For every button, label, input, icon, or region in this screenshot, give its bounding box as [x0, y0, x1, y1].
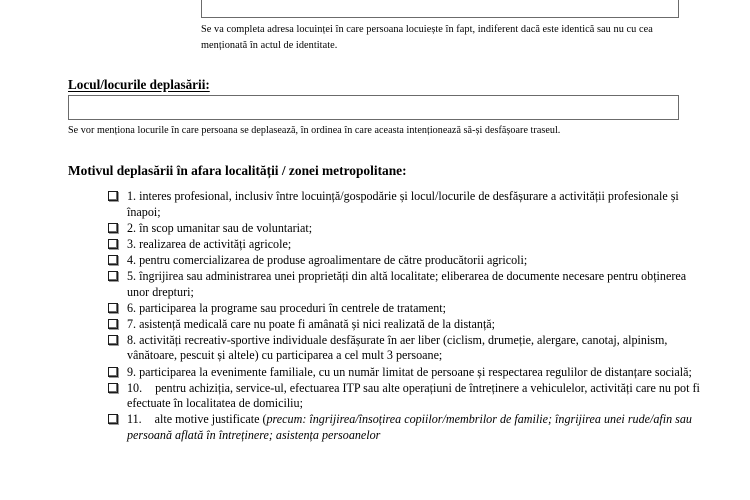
reason-section-heading: Motivul deplasării în afara localității / zonei metropolitane: — [68, 163, 407, 178]
reason-list-item — [108, 412, 708, 443]
reason-item-label: 10. pentru achiziția, service-ul, efectuarea ITP sau alte operațiuni de întreținere a vehiculelor, activități care nu pot fi efectuate în localitatea de domiciliu; — [127, 380, 700, 411]
address-field-caption: Se va completa adresa locuinței în care persoana locuiește în fapt, indiferent dacă este identică sau nu cu cea menționată în actul de identitate. — [201, 24, 653, 51]
reason-checkbox-5[interactable] — [108, 271, 118, 281]
places-input[interactable] — [68, 95, 679, 120]
reason-item-label: 9. participarea la evenimente familiale, cu un număr limitat de persoane și respectarea regulilor de distanțare socială; — [127, 364, 692, 379]
reason-item-number: 10. — [127, 380, 143, 395]
reason-list-item — [108, 333, 708, 364]
reason-checkbox-9[interactable] — [108, 367, 118, 377]
reason-list-item — [108, 189, 708, 220]
reason-item-label: 5. îngrijirea sau administrarea unei proprietăți din altă localitate; eliberarea de documente necesare pentru obținerea unor drepturi; — [127, 268, 687, 299]
reason-item-label: 6. participarea la programe sau proceduri în centrele de tratament; — [127, 300, 447, 315]
reason-checkbox-2[interactable] — [108, 223, 118, 233]
places-section-heading: Locul/locurile deplasării: — [68, 77, 210, 92]
reason-item-label: 8. activități recreativ-sportive individuale desfășurate în aer liber (ciclism, drumeție, alergare, canotaj, alpinism, vânătoare, pescuit și altele) cu participarea a cel mult 3 persoane; — [127, 332, 668, 363]
reason-item-label: 7. asistență medicală care nu poate fi amânată și nici realizată de la distanță; — [127, 316, 496, 331]
reason-list-item — [108, 317, 708, 333]
places-field-caption: Se vor menționa locurile în care persoana se deplasează, în ordinea în care aceasta intenționează să-și desfășoare traseul. — [68, 125, 561, 136]
reason-checkbox-list — [108, 189, 708, 444]
reason-item-number: 2. — [127, 220, 137, 235]
reason-checkbox-11[interactable] — [108, 414, 118, 424]
reason-item-number: 1. — [127, 189, 137, 203]
reason-item-label: 1. interes profesional, inclusiv între locuință/gospodărie și locul/locurile de desfășurare a activității profesionale și înapoi; — [127, 189, 679, 219]
reason-list-item — [108, 269, 708, 300]
reason-item-label: 2. în scop umanitar sau de voluntariat; — [127, 220, 313, 235]
reason-list-item — [108, 365, 708, 381]
reason-checkbox-7[interactable] — [108, 319, 118, 329]
reason-item-label: 4. pentru comercializarea de produse agroalimentare de către producătorii agricoli; — [127, 252, 528, 267]
reason-checkbox-4[interactable] — [108, 255, 118, 265]
reason-item-number: 6. — [127, 300, 137, 315]
reason-item-italic-note: precum: îngrijirea/însoțirea copiilor/membrilor de familie; îngrijirea unei rude/afin sau persoană aflată în întreținere; asistența persoanelor — [127, 412, 692, 442]
reason-list-item — [108, 221, 708, 237]
reason-list-item — [108, 301, 708, 317]
reason-item-number: 9. — [127, 364, 137, 379]
reason-item-label: 11. alte motive justificate (precum: îngrijirea/însoțirea copiilor/membrilor de familie; îngrijirea unei rude/afin sau persoană aflată în întreținere; asistența persoanelor — [127, 412, 692, 442]
reason-item-label: 3. realizarea de activități agricole; — [127, 236, 292, 251]
reason-checkbox-1[interactable] — [108, 191, 118, 201]
reason-list-item — [108, 237, 708, 253]
reason-checkbox-6[interactable] — [108, 303, 118, 313]
reason-item-number: 8. — [127, 332, 137, 347]
address-input[interactable] — [201, 0, 679, 18]
reason-item-number: 5. — [127, 268, 137, 283]
reason-list-item — [108, 253, 708, 269]
reason-checkbox-3[interactable] — [108, 239, 118, 249]
reason-item-number: 11. — [127, 412, 142, 427]
reason-item-number: 4. — [127, 252, 137, 267]
reason-checkbox-10[interactable] — [108, 383, 118, 393]
reason-item-number: 7. — [127, 316, 137, 331]
reason-item-number: 3. — [127, 236, 137, 251]
reason-list-item — [108, 381, 708, 412]
reason-checkbox-8[interactable] — [108, 335, 118, 345]
